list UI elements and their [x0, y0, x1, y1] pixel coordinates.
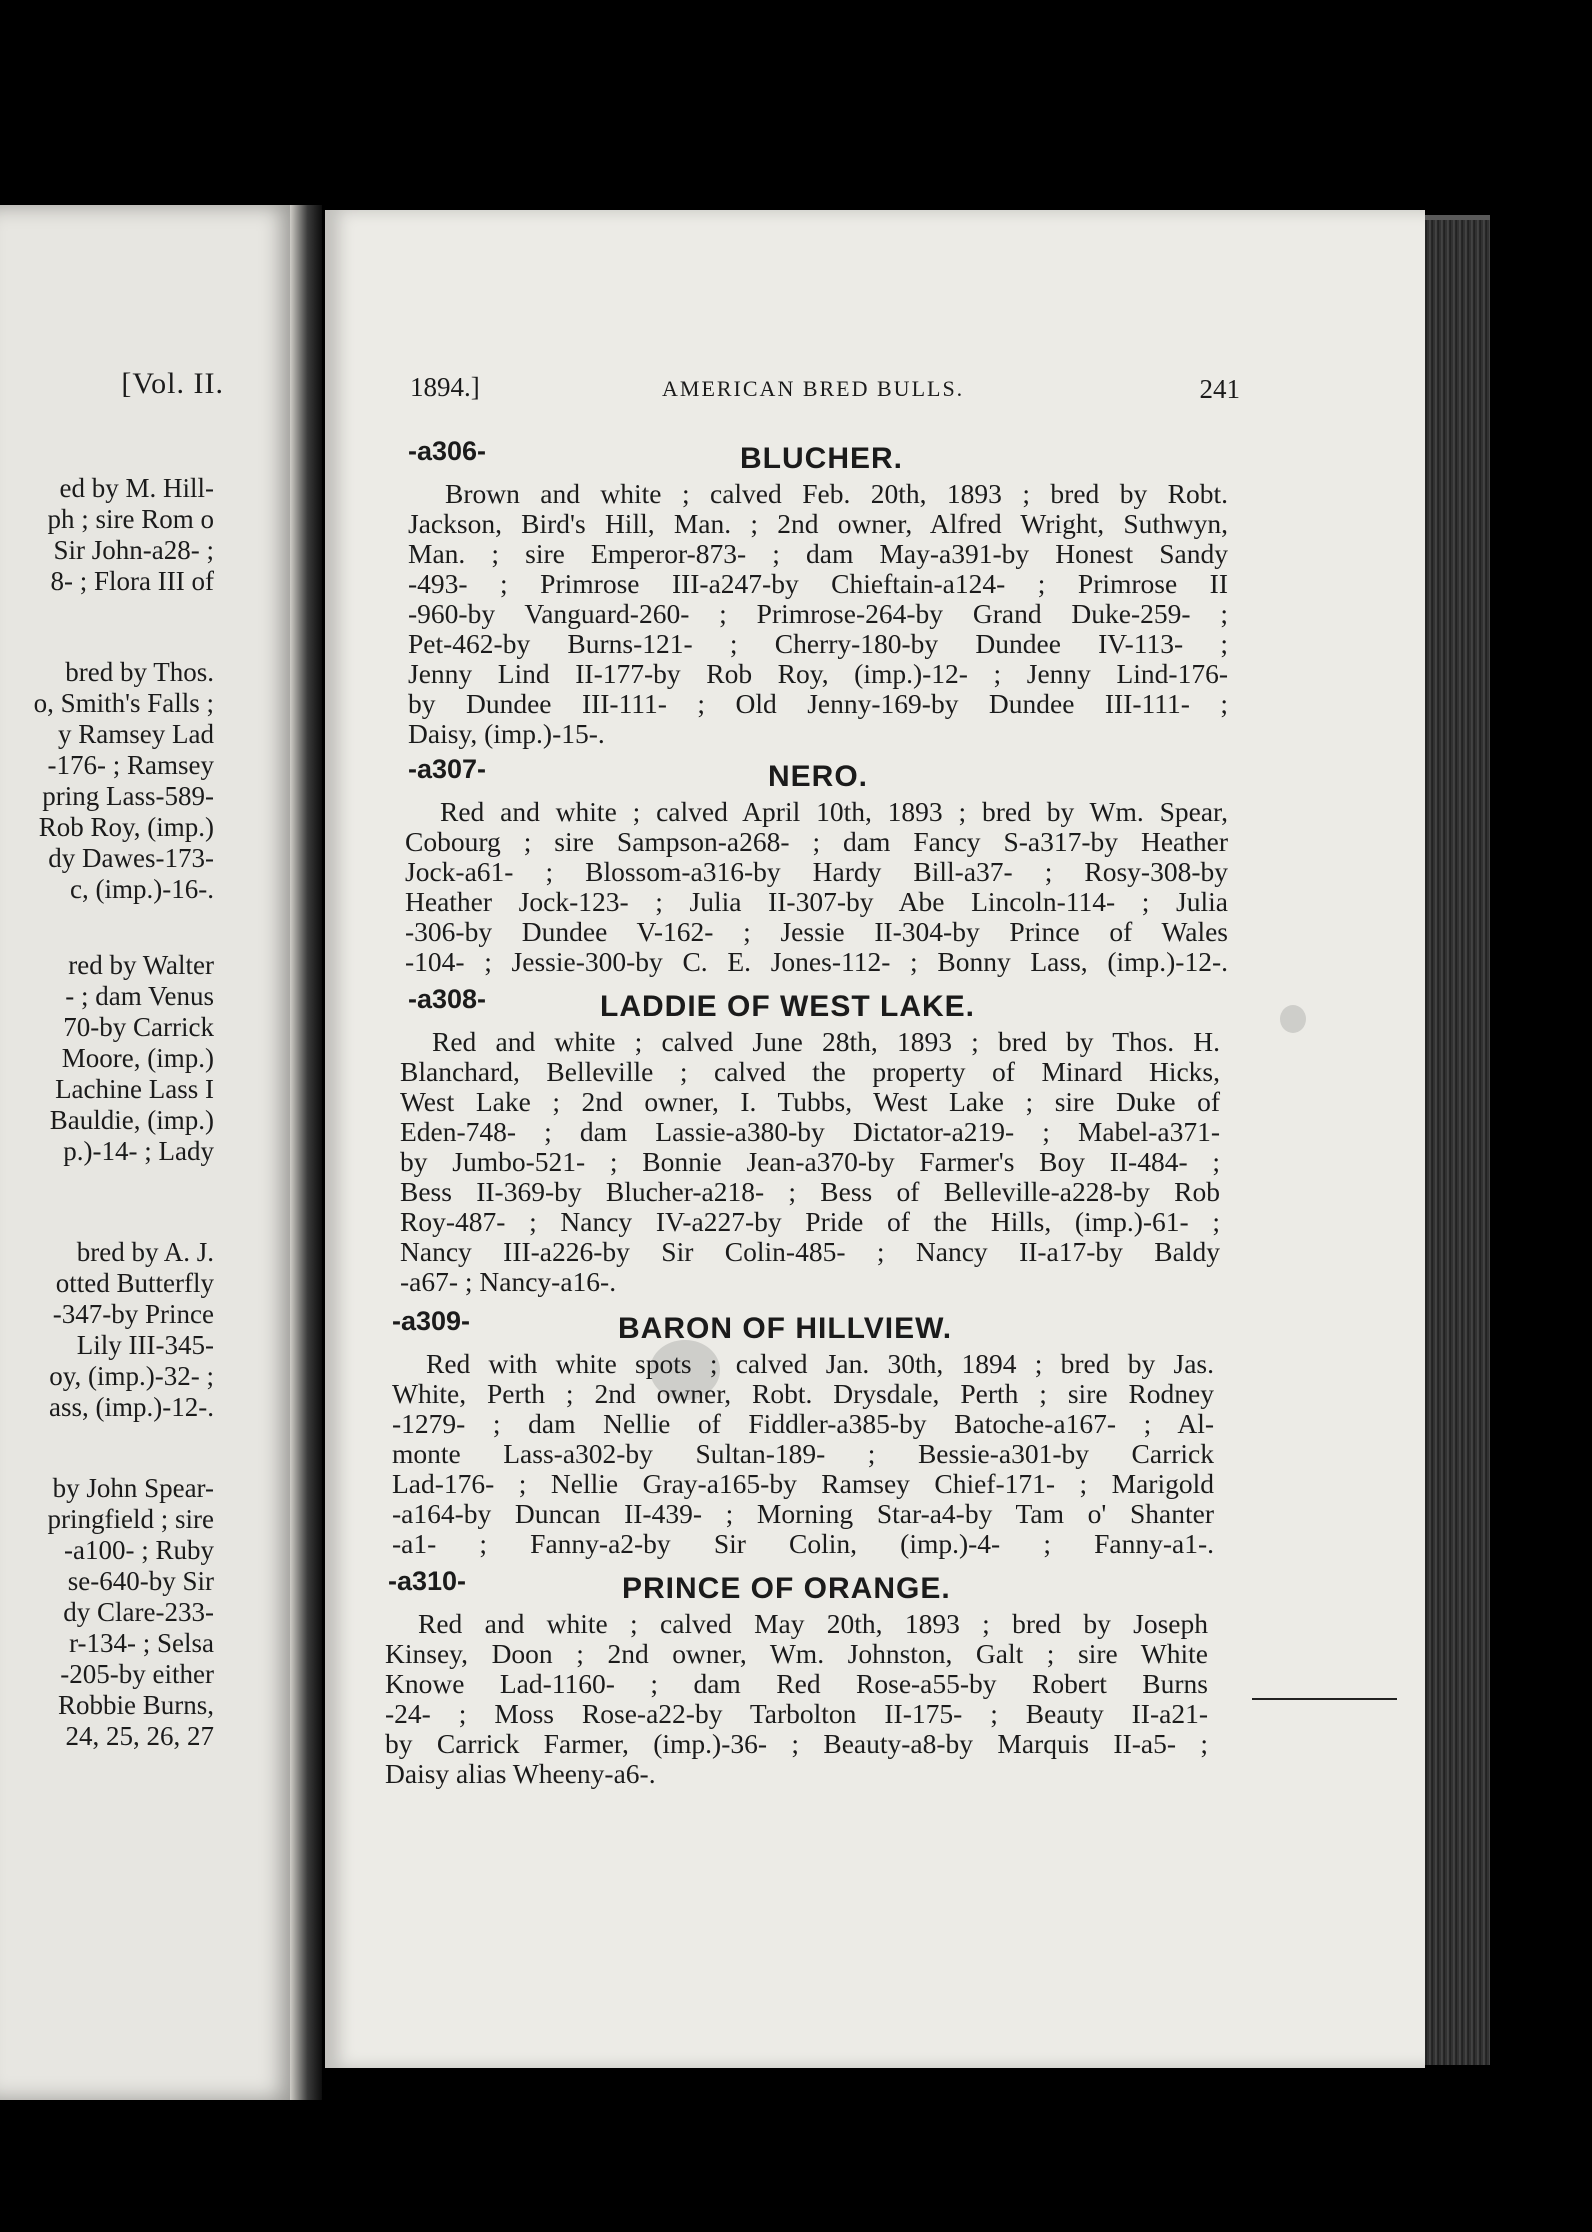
entry-text-line: by Dundee III-111- ; Old Jenny-169-by Dundee III-111- ;: [408, 688, 1228, 719]
entry-text-line: -493- ; Primrose III-a247-by Chieftain-a124- ; Primrose II: [408, 568, 1228, 599]
entry-text-line: -104- ; Jessie-300-by C. E. Jones-112- ; Bonny Lass, (imp.)-12-.: [405, 946, 1228, 977]
left-page-line: -176- ; Ramsey: [47, 750, 214, 780]
entry-text-line: Red with white spots ; calved Jan. 30th, 1894 ; bred by Jas.: [426, 1348, 1214, 1379]
left-page-line: oy, (imp.)-32- ;: [49, 1361, 214, 1391]
entry-text-line: -960-by Vanguard-260- ; Primrose-264-by Grand Duke-259- ;: [408, 598, 1228, 629]
entry-text-line: Daisy alias Wheeny-a6-.: [385, 1758, 656, 1789]
running-head: [410, 372, 1240, 412]
left-page-line: -a100- ; Ruby: [64, 1535, 214, 1565]
left-page-header: [Vol. II.: [121, 367, 224, 400]
entry-text-line: Jenny Lind II-177-by Rob Roy, (imp.)-12- ; Jenny Lind-176-: [408, 658, 1228, 689]
left-page-line: Bauldie, (imp.): [49, 1105, 214, 1135]
left-page-line: dy Clare-233-: [63, 1597, 214, 1627]
left-page-line: -347-by Prince: [52, 1299, 214, 1329]
left-page-line: otted Butterfly: [55, 1268, 214, 1298]
entry-text-line: -a1- ; Fanny-a2-by Sir Colin, (imp.)-4- ; Fanny-a1-.: [392, 1528, 1214, 1559]
entry-text-line: Red and white ; calved April 10th, 1893 ; bred by Wm. Spear,: [440, 796, 1228, 827]
entry-text-line: -306-by Dundee V-162- ; Jessie II-304-by Prince of Wales: [405, 916, 1228, 947]
entry-code: -a309-: [392, 1306, 471, 1336]
entry-text-line: Nancy III-a226-by Sir Colin-485- ; Nancy II-a17-by Baldy: [400, 1236, 1220, 1267]
left-page-line: o, Smith's Falls ;: [33, 688, 214, 718]
entry-text-line: monte Lass-a302-by Sultan-189- ; Bessie-a301-by Carrick: [392, 1438, 1214, 1469]
entry-name: LADDIE OF WEST LAKE.: [600, 990, 975, 1023]
entry-text-line: Kinsey, Doon ; 2nd owner, Wm. Johnston, Galt ; sire White: [385, 1638, 1208, 1669]
left-page-line: Lachine Lass I: [55, 1074, 214, 1104]
margin-rule-line: [1252, 1698, 1397, 1700]
left-page-line: Rob Roy, (imp.): [38, 812, 214, 842]
page-number: 241: [1199, 374, 1240, 404]
entry-text-line: by Carrick Farmer, (imp.)-36- ; Beauty-a8-by Marquis II-a5- ;: [385, 1728, 1208, 1759]
book-gutter: [290, 205, 322, 2100]
left-page-line: Moore, (imp.): [61, 1043, 214, 1073]
left-page-line: red by Walter: [68, 950, 214, 980]
entry-text-line: Roy-487- ; Nancy IV-a227-by Pride of the Hills, (imp.)-61- ;: [400, 1206, 1220, 1237]
left-page-line: - ; dam Venus: [65, 981, 214, 1011]
entry-code: -a306-: [408, 436, 487, 466]
entry-text-line: Daisy, (imp.)-15-.: [408, 718, 605, 749]
left-page-line: pringfield ; sire: [47, 1504, 214, 1534]
left-page-line: Sir John-a28- ;: [53, 535, 214, 565]
entry-code: -a310-: [388, 1566, 467, 1596]
left-page-line: -205-by either: [60, 1659, 214, 1689]
running-head-year: 1894.]: [410, 372, 480, 402]
left-page-line: p.)-14- ; Lady: [63, 1136, 214, 1166]
entry-text-line: Red and white ; calved May 20th, 1893 ; bred by Joseph: [418, 1608, 1208, 1639]
left-page-line: pring Lass-589-: [42, 781, 214, 811]
entry-text-line: Jock-a61- ; Blossom-a316-by Hardy Bill-a37- ; Rosy-308-by: [405, 856, 1228, 887]
entry-name: BLUCHER.: [740, 442, 903, 475]
left-page-line: bred by A. J.: [76, 1237, 214, 1267]
entry-text-line: Knowe Lad-1160- ; dam Red Rose-a55-by Robert Burns: [385, 1668, 1208, 1699]
entry-text-line: White, Perth ; 2nd owner, Robt. Drysdale, Perth ; sire Rodney: [392, 1378, 1214, 1409]
entry-text-line: -24- ; Moss Rose-a22-by Tarbolton II-175- ; Beauty II-a21-: [385, 1698, 1208, 1729]
entry-text-line: Bess II-369-by Blucher-a218- ; Bess of Belleville-a228-by Rob: [400, 1176, 1220, 1207]
entry-text-line: Blanchard, Belleville ; calved the property of Minard Hicks,: [400, 1056, 1220, 1087]
left-page-line: y Ramsey Lad: [58, 719, 214, 749]
entry-text-line: -a67- ; Nancy-a16-.: [400, 1266, 617, 1297]
entry-text-line: Eden-748- ; dam Lassie-a380-by Dictator-a219- ; Mabel-a371-: [400, 1116, 1220, 1147]
left-page-line: Robbie Burns,: [57, 1690, 214, 1720]
entry-text-line: -1279- ; dam Nellie of Fiddler-a385-by Batoche-a167- ; Al-: [392, 1408, 1214, 1439]
entry-name: PRINCE OF ORANGE.: [622, 1572, 951, 1605]
left-page-line: c, (imp.)-16-.: [70, 874, 214, 904]
entry-text-line: Cobourg ; sire Sampson-a268- ; dam Fancy S-a317-by Heather: [405, 826, 1228, 857]
entry-code: -a308-: [408, 984, 487, 1014]
entry-name: NERO.: [768, 760, 869, 793]
left-page-line: dy Dawes-173-: [48, 843, 214, 873]
entry-text-line: Pet-462-by Burns-121- ; Cherry-180-by Dundee IV-113- ;: [408, 628, 1228, 659]
entry-code: -a307-: [408, 754, 487, 784]
page-stain: [1280, 1005, 1306, 1033]
left-page-line: bred by Thos.: [65, 657, 214, 687]
entry-text-line: Brown and white ; calved Feb. 20th, 1893 ; bred by Robt.: [445, 478, 1228, 509]
left-page-line: ed by M. Hill-: [59, 473, 214, 503]
entry-text-line: -a164-by Duncan II-439- ; Morning Star-a4-by Tam o' Shanter: [392, 1498, 1214, 1529]
left-page-line: 24, 25, 26, 27: [65, 1721, 214, 1751]
entry-text-line: by Jumbo-521- ; Bonnie Jean-a370-by Farmer's Boy II-484- ;: [400, 1146, 1220, 1177]
entry-text-line: West Lake ; 2nd owner, I. Tubbs, West Lake ; sire Duke of: [400, 1086, 1220, 1117]
left-page-line: by John Spear-: [52, 1473, 214, 1503]
entry-text-line: Jackson, Bird's Hill, Man. ; 2nd owner, Alfred Wright, Suthwyn,: [408, 508, 1228, 539]
entry-text-line: Man. ; sire Emperor-873- ; dam May-a391-by Honest Sandy: [408, 538, 1228, 569]
left-page-line: 70-by Carrick: [63, 1012, 214, 1042]
left-page-line: 8- ; Flora III of: [50, 566, 214, 596]
left-page-line: ass, (imp.)-12-.: [49, 1392, 214, 1422]
left-page: [0, 205, 300, 2100]
left-page-line: ph ; sire Rom o: [47, 504, 214, 534]
entry-text-line: Lad-176- ; Nellie Gray-a165-by Ramsey Chief-171- ; Marigold: [392, 1468, 1214, 1499]
entry-name: BARON OF HILLVIEW.: [618, 1312, 953, 1345]
entry-text-line: Heather Jock-123- ; Julia II-307-by Abe Lincoln-114- ; Julia: [405, 886, 1228, 917]
left-page-line: r-134- ; Selsa: [69, 1628, 214, 1658]
left-page-line: Lily III-345-: [76, 1330, 214, 1360]
left-page-line: se-640-by Sir: [67, 1566, 214, 1596]
entry-text-line: Red and white ; calved June 28th, 1893 ; bred by Thos. H.: [432, 1026, 1220, 1057]
running-head-title: AMERICAN BRED BULLS.: [662, 376, 965, 401]
